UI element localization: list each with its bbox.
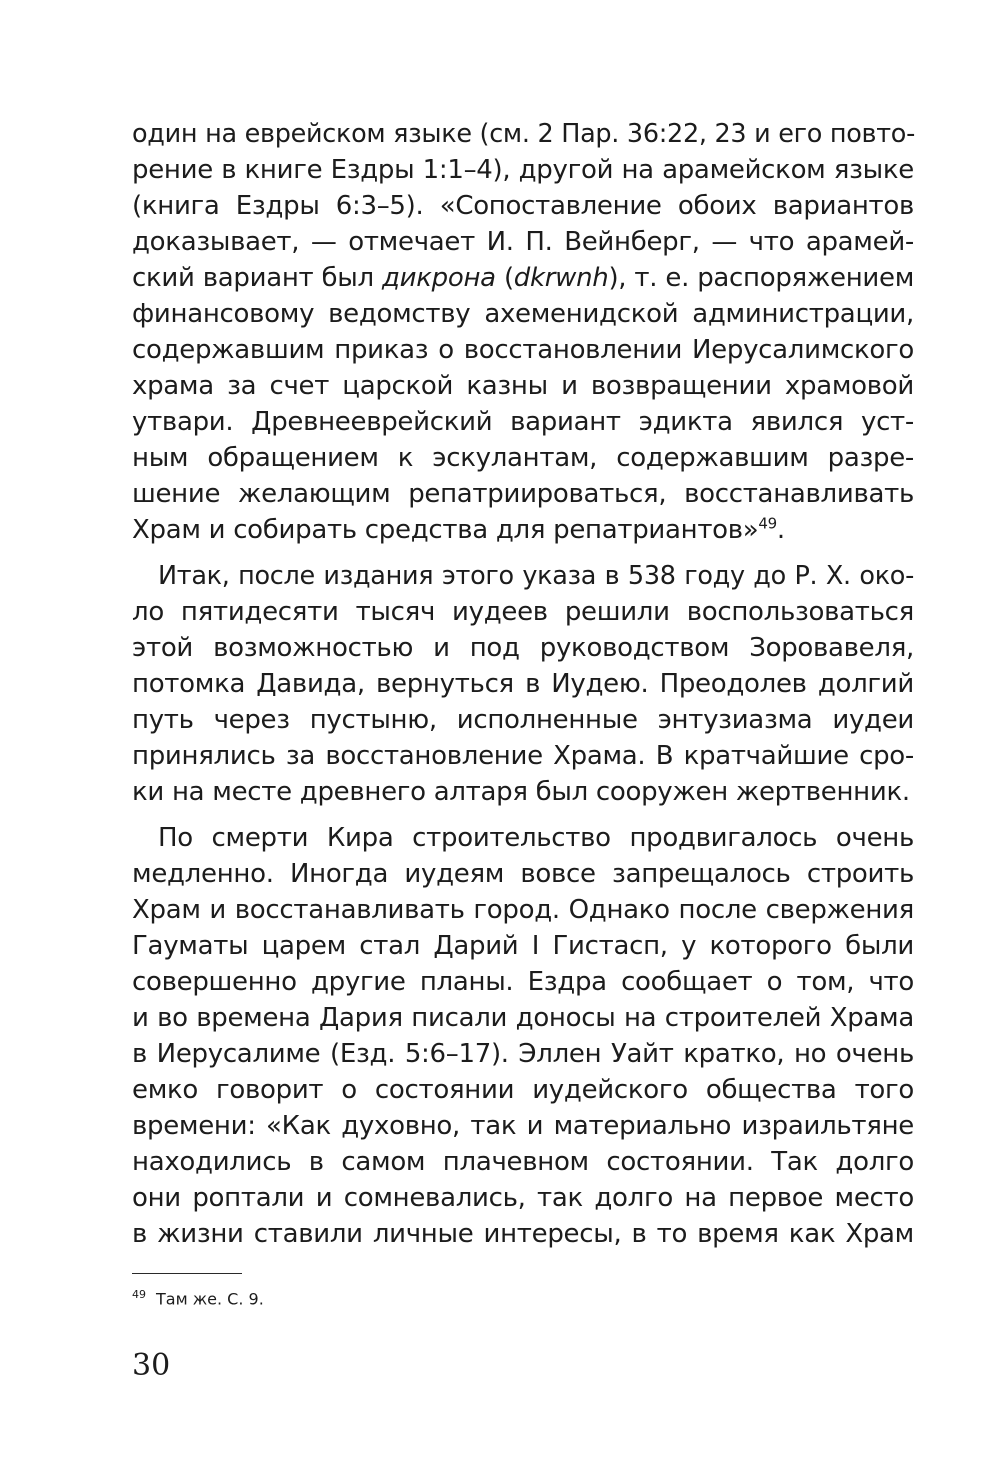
text-line: и во времена Дария писали доносы на строителей Храма [132,1003,914,1033]
text-line: они роптали и сомневались, так долго на первое место [132,1183,914,1213]
text-line: один на еврейском языке (см. 2 Пар. 36:22, 23 и его повто- [132,119,915,149]
text-line: (книга Ездры 6:3–5). «Сопоставление обоих вариантов [132,191,914,221]
text-line: этой возможностью и под руководством Зоровавеля, [132,633,914,663]
text-line: путь через пустыню, исполненные энтузиазма иудеи [132,705,914,735]
text-line: ки на месте древнего алтаря был сооружен жертвенник. [132,777,910,807]
text-line: совершенно другие планы. Ездра сообщает о том, что [132,967,914,997]
paragraph-2 [132,558,914,810]
footnote [132,1284,264,1310]
page-number: 30 [132,1348,171,1383]
italic-transliteration: dkrwnh [513,263,609,293]
footnote-reference[interactable]: 49 [758,514,777,533]
footnote-mark: 49 [132,1288,146,1301]
text-line: храма за счет царской казны и возвращении храмовой [132,371,914,401]
text-line: По смерти Кира строительство продвигалось очень [158,823,914,853]
text-line: ло пятидесяти тысяч иудеев решили воспользоваться [132,597,914,627]
text-line: в Иерусалиме (Езд. 5:6–17). Эллен Уайт кратко, но очень [132,1039,914,1069]
text-line: Храм и восстанавливать город. Однако после свержения [132,895,914,925]
text-line: находились в самом плачевном состоянии. Так долго [132,1147,914,1177]
text-line: содержавшим приказ о восстановлении Иерусалимского [132,335,914,365]
text-run: ), т. е. распоряжением [608,263,915,293]
text-run: ский вариант был [132,263,382,293]
text-line: финансовому ведомству ахеменидской администрации, [132,299,914,329]
text-line: ным обращением к эскулантам, содержавшим разре- [132,443,914,473]
page-body [132,116,914,1252]
text-line: потомка Давида, вернуться в Иудею. Преодолев долгий [132,669,914,699]
text-line: времени: «Как духовно, так и материально израильтяне [132,1111,914,1141]
text-line: Итак, после издания этого указа в 538 году до Р. Х. око- [158,561,914,591]
text-line: медленно. Иногда иудеям вовсе запрещалось строить [132,859,914,889]
text-line: принялись за восстановление Храма. В кратчайшие сро- [132,741,914,771]
text-line: утвари. Древнееврейский вариант эдикта явился уст- [132,407,914,437]
text-line: в жизни ставили личные интересы, в то время как Храм [132,1219,914,1249]
text-line [132,512,914,548]
footnote-text: Там же. С. 9. [156,1289,264,1309]
footnote-divider [132,1273,242,1274]
paragraph-3 [132,820,914,1252]
text-run: Храм и собирать средства для репатриантов» [132,515,759,545]
text-run: ( [495,263,514,293]
text-line: доказывает, — отмечает И. П. Вейнберг, — что арамей- [132,227,914,257]
text-line: рение в книге Ездры 1:1–4), другой на арамейском языке [132,155,914,185]
text-line: шение желающим репатриироваться, восстанавливать [132,479,914,509]
text-line: Гауматы царем стал Дарий I Гистасп, у которого были [132,931,914,961]
text-run: . [776,515,785,545]
text-line: емко говорит о состоянии иудейского общества того [132,1075,914,1105]
italic-term: дикрона [381,263,496,293]
paragraph-1 [132,116,914,548]
text-line [132,260,914,296]
